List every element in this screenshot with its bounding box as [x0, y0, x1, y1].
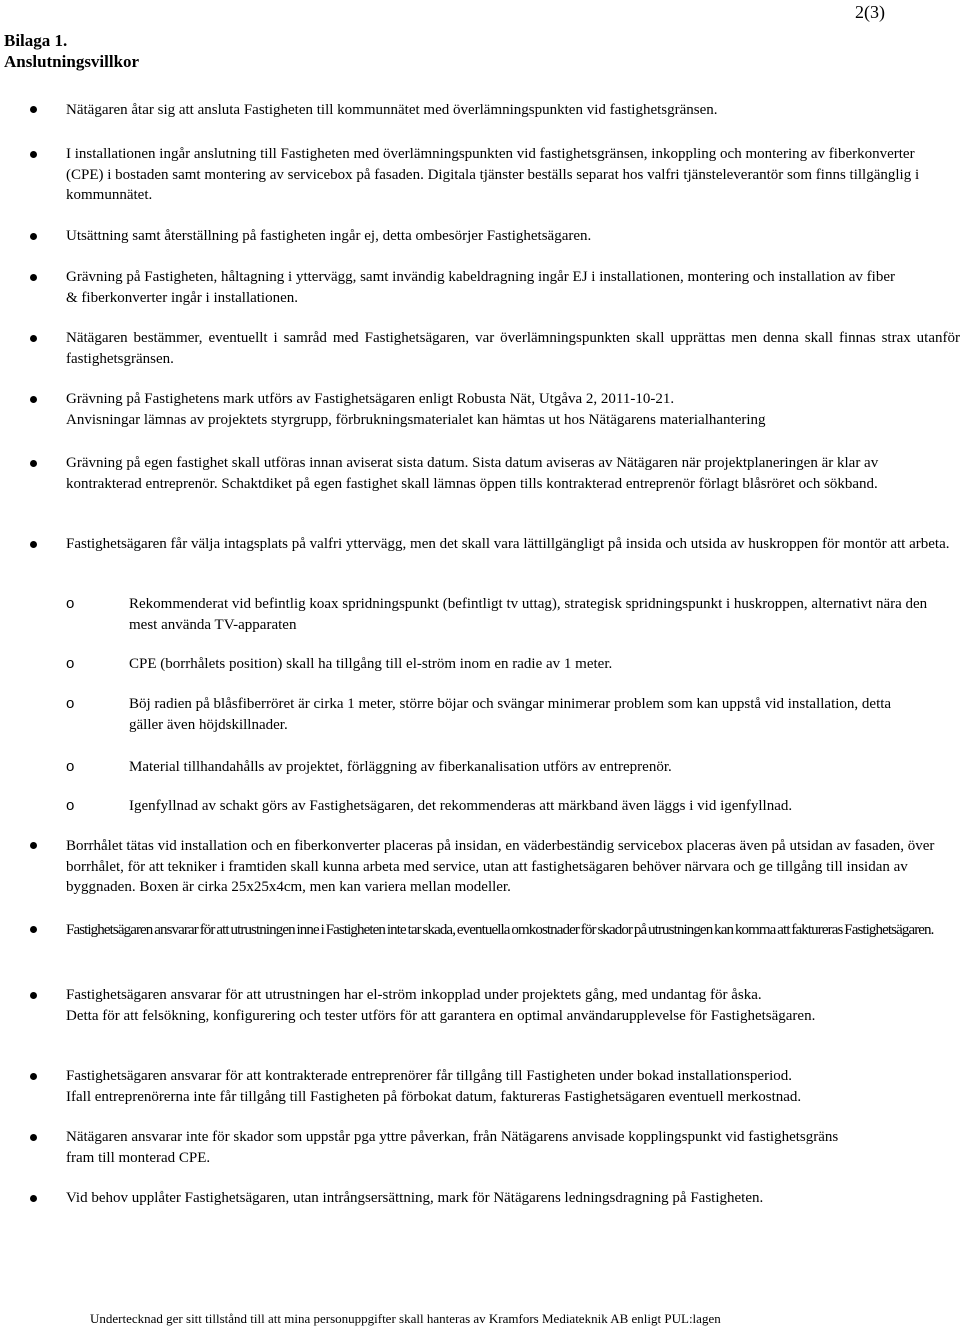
- list-item-text: Detta för att felsökning, konfigurering och tester utförs för att garantera en optimal användarupplevelse för Fastighetsägaren.: [66, 1007, 816, 1024]
- sub-list-item: [129, 694, 910, 735]
- sub-list-item: [129, 757, 936, 778]
- sub-bullet-marker: o: [66, 758, 75, 775]
- list-item-text: Fastighetsägaren ansvarar för att kontrakterade entreprenörer får tillgång till Fastigheten under bokad installationsperiod.: [66, 1068, 792, 1084]
- list-item: [66, 1188, 960, 1209]
- sub-list-item-text: Material tillhandahålls av projektet, förläggning av fiberkanalisation utförs av entreprenör.: [129, 759, 672, 775]
- list-item-text: Fastighetsägaren ansvarar för att utrustningen har el-ström inkopplad under projektets gång, med undantag för åska.: [66, 987, 762, 1003]
- bullet-marker: [30, 396, 37, 403]
- bullet-marker: [30, 1134, 37, 1141]
- footer-note: Undertecknad ger sitt tillstånd till att mina personuppgifter skall hanteras av Kramfors Mediateknik AB enligt PUL:lagen: [90, 1311, 721, 1326]
- bullet-marker: [30, 992, 37, 999]
- list-item: [66, 328, 960, 369]
- list-item: [66, 226, 960, 247]
- sub-list-item: [129, 796, 950, 817]
- list-item-text: Borrhålet tätas vid installation och en fiberkonverter placeras på insidan, en väderbeständig servicebox placeras även på utsidan av fasaden, över borrhålet, för att tekniker i framtiden skall kunna arbeta med service, utan att fastighetsägaren behöver närvara och ge tillgång till insidan av byggnaden. Boxen är cirka 25x25x4cm, men kan variera mellan modeller.: [66, 838, 935, 895]
- list-item: [66, 985, 870, 1026]
- list-item: [66, 100, 960, 121]
- list-item: [66, 389, 960, 430]
- sub-bullet-marker: o: [66, 797, 75, 814]
- list-item: [66, 144, 948, 206]
- bullet-marker: [30, 541, 37, 548]
- header-title: Bilaga 1.: [4, 31, 68, 50]
- list-item: [66, 920, 942, 941]
- list-item-text: Nätägaren åtar sig att ansluta Fastigheten till kommunnätet med överlämningspunkten vid fastighetsgränsen.: [66, 102, 718, 118]
- list-item: [66, 534, 950, 555]
- page-number: 2(3): [855, 2, 885, 22]
- bullet-marker: [30, 842, 37, 849]
- bullet-marker: [30, 926, 37, 933]
- bullet-marker: [30, 274, 37, 281]
- list-item-text: Grävning på egen fastighet skall utföras innan aviserat sista datum. Sista datum aviseras av Nätägaren när projektplaneringen är klar av kontrakterad entreprenör. Schaktdiket på egen fastighet skall lämnas öppen tills kontrakterad entreprenör förlagt blåsröret och sökband.: [66, 455, 879, 492]
- sub-list-item-text: Rekommenderat vid befintlig koax spridningspunkt (befintligt tv uttag), strategisk spridningspunkt i huskroppen, alternativt nära den mest använda TV-apparaten: [129, 596, 928, 633]
- list-item-text: Fastighetsägaren ansvarar för att utrustningen inne i Fastigheten inte tar skada, eventuella omkostnader för skador på utrustningen kan komma att faktureras Fastighetsägaren.: [66, 922, 934, 938]
- list-item: [66, 1127, 870, 1168]
- bullet-marker: [30, 1073, 37, 1080]
- list-item: [66, 836, 960, 898]
- header-subtitle: Anslutningsvillkor: [4, 52, 140, 71]
- list-item-text: Nätägaren ansvarar inte för skador som uppstår pga yttre påverkan, från Nätägarens anvisade kopplingspunkt vid fastighetsgräns fram till monterad CPE.: [66, 1129, 839, 1166]
- bullet-marker: [30, 460, 37, 467]
- bullet-marker: [30, 1195, 37, 1202]
- document-header: [4, 30, 139, 72]
- list-item: [66, 267, 900, 308]
- sub-list-item: [129, 594, 936, 635]
- sub-list-item-text: Igenfyllnad av schakt görs av Fastighetsägaren, det rekommenderas att märkband även läggs i vid igenfyllnad.: [129, 798, 793, 814]
- list-item-text: I installationen ingår anslutning till Fastigheten med överlämningspunkten vid fastighetsgränsen, inkoppling och montering av fiberkonverter (CPE) i bostaden samt montering av servicebox på fasaden. Digitala tjänster beställs separat hos valfri tjänsteleverantör som finns tillgänglig i kommunnätet.: [66, 146, 920, 203]
- bullet-marker: [30, 233, 37, 240]
- sub-list-item: [129, 654, 936, 675]
- bullet-marker: [30, 151, 37, 158]
- list-item-text: Nätägaren bestämmer, eventuellt i samråd med Fastighetsägaren, var överlämningspunkten skall upprättas men denna skall finnas strax utanför fastighetsgränsen.: [66, 330, 960, 367]
- list-item-text: Fastighetsägaren får välja intagsplats på valfri yttervägg, men det skall vara lättillgängligt på insida och utsida av huskroppen för montör att arbeta.: [66, 536, 950, 552]
- list-item-text: Anvisningar lämnas av projektets styrgrupp, förbrukningsmaterialet kan hämtas ut hos Nätägarens materialhantering: [66, 411, 766, 428]
- list-item-text: Grävning på Fastigheten, håltagning i yttervägg, samt invändig kabeldragning ingår EJ i installationen, montering och installation av fiber & fiberkonverter ingår i installationen.: [66, 269, 895, 306]
- bullet-marker: [30, 106, 37, 113]
- list-item-text: Utsättning samt återställning på fastigheten ingår ej, detta ombesörjer Fastighetsägaren.: [66, 228, 592, 244]
- list-item: [66, 453, 950, 494]
- bullet-marker: [30, 335, 37, 342]
- list-item: [66, 1066, 960, 1107]
- sub-bullet-marker: o: [66, 655, 75, 672]
- list-item-text: Vid behov upplåter Fastighetsägaren, utan intrångsersättning, mark för Nätägarens ledningsdragning på Fastigheten.: [66, 1190, 764, 1206]
- list-item-text: Ifall entreprenörerna inte får tillgång till Fastigheten på förbokat datum, faktureras Fastighetsägaren eventuell merkostnad.: [66, 1088, 802, 1105]
- sub-bullet-marker: o: [66, 695, 75, 712]
- sub-list-item-text: CPE (borrhålets position) skall ha tillgång till el-ström inom en radie av 1 meter.: [129, 656, 613, 672]
- sub-bullet-marker: o: [66, 595, 75, 612]
- sub-list-item-text: Böj radien på blåsfiberröret är cirka 1 meter, större böjar och svängar minimerar problem som kan uppstå vid installation, detta gäller även höjdskillnader.: [129, 696, 892, 733]
- list-item-text: Grävning på Fastighetens mark utförs av Fastighetsägaren enligt Robusta Nät, Utgåva 2, 2011-10-21.: [66, 391, 675, 407]
